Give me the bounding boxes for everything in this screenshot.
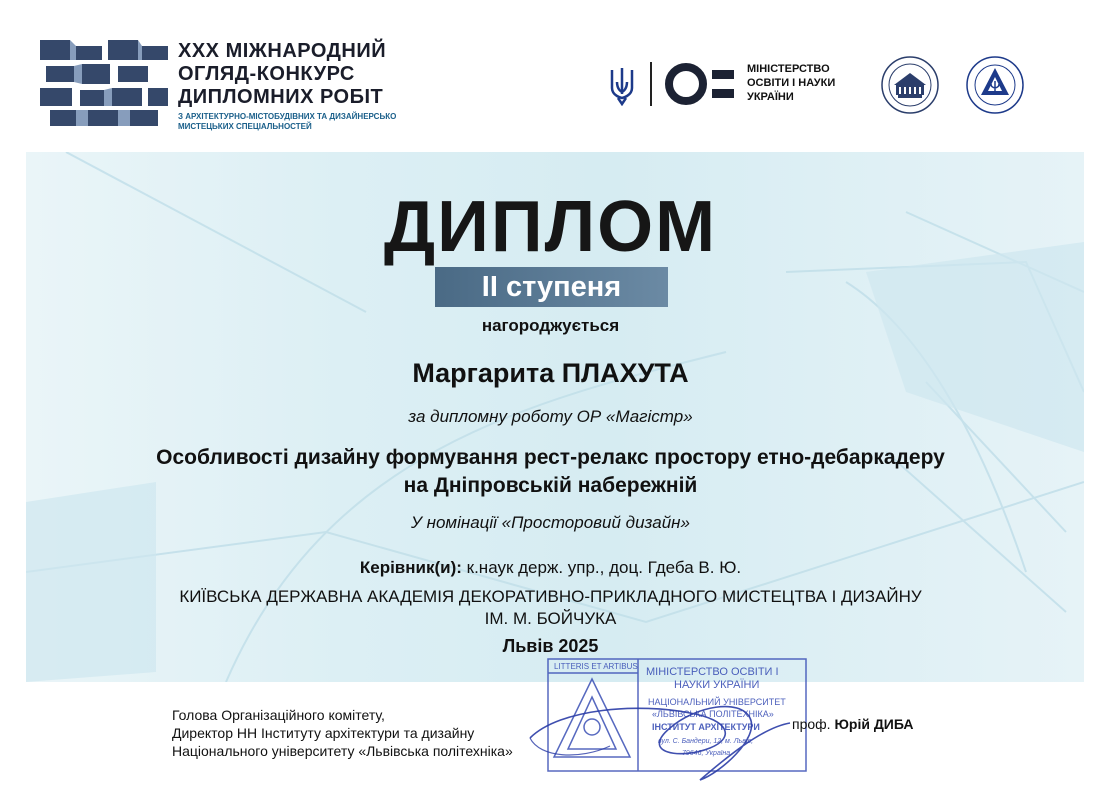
contest-title-line-1: XXX МІЖНАРОДНИЙ <box>178 40 387 62</box>
supervisor-value: к.наук держ. упр., доц. Гдеба В. Ю. <box>461 558 742 577</box>
signatory-position-line-3: Національного університету «Львівська політехніка» <box>172 743 513 759</box>
stamp-line-5: ІНСТИТУТ АРХІТЕКТУРИ <box>652 722 760 732</box>
ministry-line-2: ОСВІТИ І НАУКИ <box>747 77 836 89</box>
diploma-title: ДИПЛОМ <box>383 187 718 267</box>
institution <box>0 586 1101 630</box>
stamp-line-7: 79646, Україна <box>682 750 731 757</box>
signatory-name <box>792 716 914 732</box>
handwritten-signature <box>520 668 810 788</box>
supervisor <box>0 558 1101 578</box>
stamp-line-6: вул. С. Бандери, 12, м. Львів, <box>658 738 754 745</box>
signatory-title-prefix: проф. <box>792 716 831 732</box>
diploma-degree: II ступеня <box>435 267 668 307</box>
contest-title-line-3: ДИПЛОМНИХ РОБІТ <box>178 86 384 108</box>
work-theme-line-2: на Дніпровській набережній <box>403 474 698 497</box>
work-type: за дипломну роботу ОР «Магістр» <box>408 407 693 426</box>
stamp-line-1: МІНІСТЕРСТВО ОСВІТИ І <box>646 666 779 678</box>
signatory-name-text: Юрій ДИБА <box>834 716 914 732</box>
institution-line-1: КИЇВСЬКА ДЕРЖАВНА АКАДЕМІЯ ДЕКОРАТИВНО-ПРИКЛАДНОГО МИСТЕЦТВА І ДИЗАЙНУ <box>179 587 922 606</box>
university-seal-icon <box>880 55 940 115</box>
work-theme <box>0 444 1101 500</box>
signatory-position-line-2: Директор НН Інституту архітектури та дизайну <box>172 725 475 741</box>
ministry-logo-text <box>747 62 867 104</box>
stamp-line-4: «ЛЬВІВСЬКА ПОЛІТЕХНІКА» <box>652 709 774 719</box>
awarded-label: нагороджується <box>481 316 620 335</box>
nomination: У номінації «Просторовий дизайн» <box>411 513 690 532</box>
ministry-line-3: УКРАЇНИ <box>747 91 794 103</box>
recipient-name: Маргарита ПЛАХУТА <box>412 358 689 388</box>
contest-subtitle: З АРХІТЕКТУРНО-МІСТОБУДІВНИХ ТА ДИЗАЙНЕРСЬКО МИСТЕЦЬКИХ СПЕЦІАЛЬНОСТЕЙ <box>178 112 397 131</box>
signatory-position-line-1: Голова Організаційного комітету, <box>172 707 385 723</box>
contest-logo-text <box>178 40 478 132</box>
trident-icon <box>609 64 635 106</box>
stamp-line-2: НАУКИ УКРАЇНИ <box>674 679 760 691</box>
city-year: Львів 2025 <box>502 636 599 656</box>
signatory-position <box>172 706 513 760</box>
institute-emblem-icon <box>965 55 1025 115</box>
stamp-line-3: НАЦІОНАЛЬНИЙ УНІВЕРСИТЕТ <box>648 697 786 707</box>
header-divider <box>650 62 652 106</box>
contest-logo-mark-icon <box>40 40 168 126</box>
supervisor-label: Керівник(и): <box>359 558 462 577</box>
work-theme-line-1: Особливості дизайну формування рест-релакс простору етно-дебаркадеру <box>156 446 945 469</box>
ministry-line-1: МІНІСТЕРСТВО <box>747 63 830 75</box>
ministry-logo-mark-icon <box>664 62 738 106</box>
contest-title-line-2: ОГЛЯД-КОНКУРС <box>178 63 355 85</box>
institution-line-2: ІМ. М. БОЙЧУКА <box>484 609 617 628</box>
stamp-header: LITTERIS ET ARTIBUS <box>554 662 638 671</box>
